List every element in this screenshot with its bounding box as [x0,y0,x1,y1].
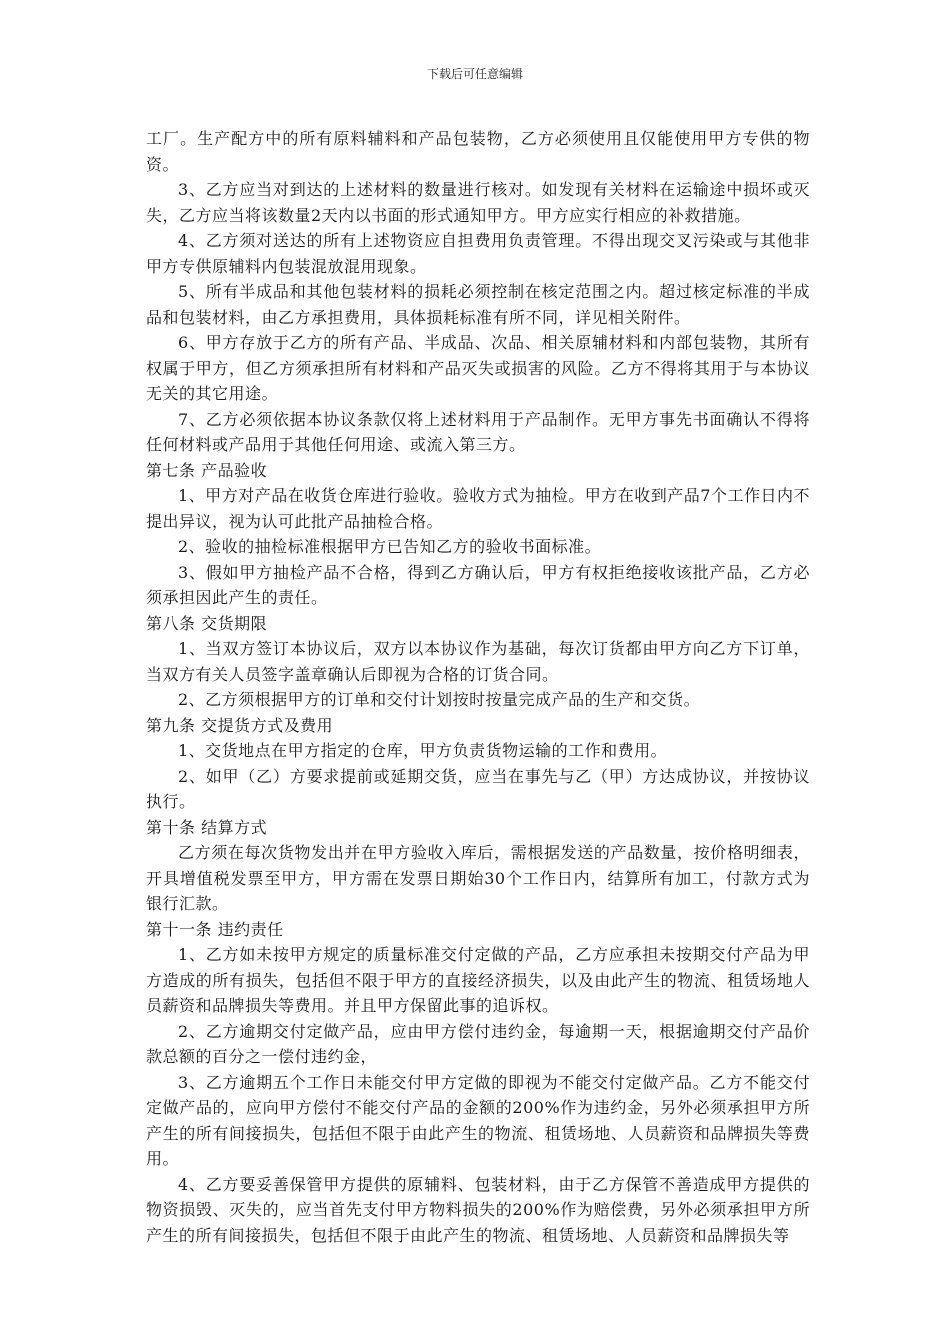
paragraph: 工厂。生产配方中的所有原料辅料和产品包装物，乙方必须使用且仅能使用甲方专供的物资。 [146,129,810,174]
clause-item: 3、乙方逾期五个工作日未能交付甲方定做的即视为不能交付定做产品。乙方不能交付定做产品的，应向甲方偿付不能交付产品的金额的200%作为违约金，另外必须承担甲方所产生的所有间接损失，包括但不限于由此产生的物流、租赁场地、人员薪资和品牌损失等费用。 [146,1072,810,1168]
clause-item: 6、甲方存放于乙方的所有产品、半成品、次品、相关原辅材料和内部包装物，其所有权属于甲方，但乙方须承担所有材料和产品灭失或损害的风险。乙方不得将其用于与本协议无关的其它用途。 [146,333,810,403]
section-heading: 第十一条 违约责任 [146,919,284,939]
clause-item: 2、乙方须根据甲方的订单和交付计划按时按量完成产品的生产和交货。 [178,690,701,709]
clause-item: 7、乙方必须依据本协议条款仅将上述材料用于产品制作。无甲方事先书面确认不得将任何材料或产品用于其他任何用途、或流入第三方。 [146,409,810,454]
clause-item: 5、所有半成品和其他包装材料的损耗必须控制在核定范围之内。超过核定标准的半成品和包装材料，由乙方承担费用，具体损耗标准有所不同，详见相关附件。 [146,282,810,327]
page-header: 下载后可任意编辑 [426,67,523,81]
section-heading: 第七条 产品验收 [146,460,268,480]
section-heading: 第十条 结算方式 [146,817,268,837]
clause-item: 3、乙方应当对到达的上述材料的数量进行核对。如发现有关材料在运输途中损坏或灭失，乙方应当将该数量2天内以书面的形式通知甲方。甲方应实行相应的补救措施。 [146,180,810,225]
document-body [146,126,810,1248]
clause-item: 1、甲方对产品在收货仓库进行验收。验收方式为抽检。甲方在收到产品7个工作日内不提出异议，视为认可此批产品抽检合格。 [146,486,810,531]
clause-item: 乙方须在每次货物发出并在甲方验收入库后，需根据发送的产品数量，按价格明细表，开具增值税发票至甲方，甲方需在发票日期始30个工作日内，结算所有加工，付款方式为银行汇款。 [146,843,810,913]
clause-item: 2、验收的抽检标准根据甲方已告知乙方的验收书面标准。 [178,537,602,556]
clause-item: 3、假如甲方抽检产品不合格，得到乙方确认后，甲方有权拒绝接收该批产品，乙方必须承担因此产生的责任。 [146,562,810,607]
section-heading: 第八条 交货期限 [146,613,268,633]
clause-item: 1、当双方签订本协议后，双方以本协议作为基础，每次订货都由甲方向乙方下订单，当双方有关人员签字盖章确认后即视为合格的订货合同。 [146,639,810,684]
clause-item: 1、乙方如未按甲方规定的质量标准交付定做的产品，乙方应承担未按期交付产品为甲方造成的所有损失，包括但不限于甲方的直接经济损失，以及由此产生的物流、租赁场地人员薪资和品牌损失等费用。并且甲方保留此事的追诉权。 [146,945,810,1015]
section-heading: 第九条 交提货方式及费用 [146,715,334,735]
clause-item: 1、交货地点在甲方指定的仓库，甲方负责货物运输的工作和费用。 [178,741,668,760]
clause-item: 4、乙方须对送达的所有上述物资应自担费用负责管理。不得出现交叉污染或与其他非甲方专供原辅料内包装混放混用现象。 [146,231,810,276]
clause-item: 4、乙方要妥善保管甲方提供的原辅料、包装材料，由于乙方保管不善造成甲方提供的物资损毁、灭失的，应当首先支付甲方物料损失的200%作为赔偿费，另外必须承担甲方所产生的所有间接损失，包括但不限于由此产生的物流、租赁场地、人员薪资和品牌损失等 [146,1174,810,1245]
clause-item: 2、乙方逾期交付定做产品，应由甲方偿付违约金，每逾期一天，根据逾期交付产品价款总额的百分之一偿付违约金， [146,1021,810,1066]
clause-item: 2、如甲（乙）方要求提前或延期交货，应当在事先与乙（甲）方达成协议，并按协议执行。 [146,766,810,811]
